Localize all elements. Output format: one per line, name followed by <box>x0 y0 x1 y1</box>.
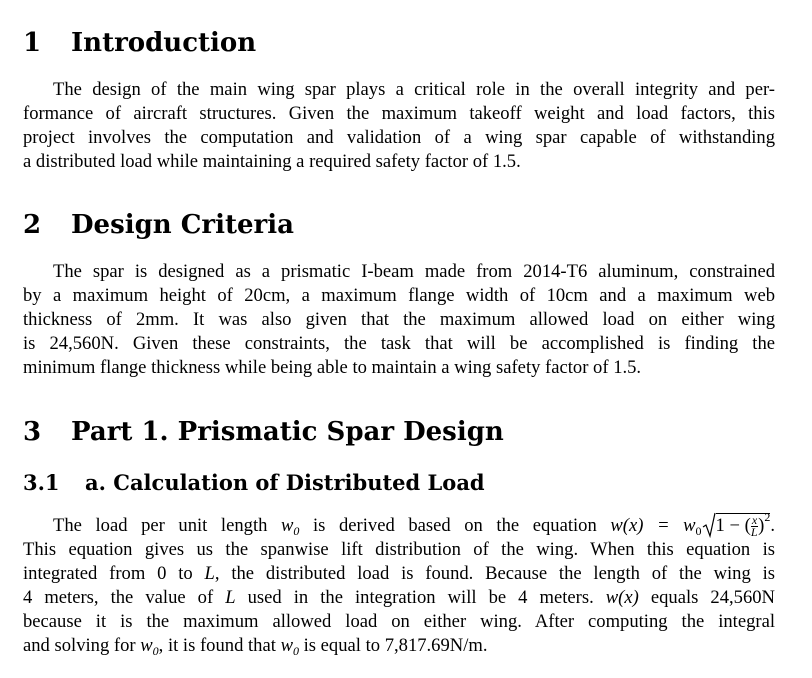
section-title: Introduction <box>71 28 257 58</box>
equation-subscript: 0 <box>695 524 702 538</box>
L-symbol: L <box>204 563 215 585</box>
section-2-heading <box>23 210 294 240</box>
text-run: The load per unit length <box>53 515 268 536</box>
paragraph-line: formance of aircraft structures. Given the maximum takeoff weight and load factors, this <box>23 103 775 124</box>
section-1-heading <box>23 28 256 58</box>
equation-lhs: w(x) = w <box>610 515 696 536</box>
text-run: and solving for <box>23 635 136 657</box>
paragraph-line: The design of the main wing spar plays a critical role in the overall integrity and per- <box>53 79 775 100</box>
paragraph-line: The spar is designed as a prismatic I-beam made from 2014-T6 aluminum, constrained <box>53 261 775 282</box>
equation-end: . <box>770 515 775 536</box>
section-number: 1 <box>23 28 42 58</box>
fraction: $\frac{x}{L}$ <box>750 513 758 540</box>
wx-symbol: w(x) <box>605 587 639 609</box>
paragraph-line: by a maximum height of 20cm, a maximum flange width of 10cm and a maximum web <box>23 285 775 306</box>
text-run: is derived based on the equation <box>313 515 597 536</box>
paragraph-line: a distributed load while maintaining a required safety factor of 1.5. <box>23 151 521 172</box>
paragraph-line <box>23 562 775 586</box>
sqrt-expression <box>702 512 771 538</box>
section-number: 3 <box>23 417 42 447</box>
L-symbol: L <box>225 587 236 609</box>
text-run: 4 meters, the value of <box>23 587 214 609</box>
subsection-3-1-paragraph <box>23 512 775 658</box>
paragraph-line: This equation gives us the spanwise lift distribution of the wing. When this equation is <box>23 539 775 561</box>
paragraph-line: thickness of 2mm. It was also given that the maximum allowed load on either wing <box>23 309 775 330</box>
paragraph-line: because it is the maximum allowed load on either wing. After computing the integral <box>23 611 775 633</box>
section-1-paragraph <box>23 78 775 174</box>
paragraph-line <box>23 634 775 658</box>
equation <box>610 510 775 540</box>
text-run: used in the integration will be 4 meters. <box>247 587 594 609</box>
section-title: Part 1. Prismatic Spar Design <box>71 417 504 447</box>
text-run: , the distributed load is found. Because the length of the wing is <box>214 563 775 585</box>
sqrt-radical-icon <box>702 512 716 538</box>
subsection-title: a. Calculation of Distributed Load <box>85 470 485 495</box>
paragraph-line-equation <box>23 512 775 538</box>
w0-symbol: $w_0$ <box>281 515 300 538</box>
text-run: , it is found that <box>158 635 276 657</box>
paragraph-line: is 24,560N. Given these constraints, the task that will be accomplished is finding the <box>23 333 775 354</box>
w0-symbol: $w_0$ <box>280 635 299 659</box>
text-run: integrated from 0 to <box>23 563 193 585</box>
subsection-3-1-heading <box>23 470 485 496</box>
section-number: 2 <box>23 210 42 240</box>
equation-part: ) <box>758 515 765 536</box>
paragraph-line: minimum flange thickness while being able to maintain a wing safety factor of 1.5. <box>23 357 642 378</box>
text-run: equals 24,560N <box>650 587 775 609</box>
section-3-heading <box>23 417 504 447</box>
w0-symbol: $w_0$ <box>140 635 159 659</box>
subsection-number: 3.1 <box>23 470 60 495</box>
text-run: is equal to 7,817.69N/m. <box>303 635 488 657</box>
equation-exponent: 2 <box>764 510 771 524</box>
section-2-paragraph <box>23 260 775 380</box>
equation-part: 1 − ( <box>715 515 751 536</box>
paragraph-line: project involves the computation and validation of a wing spar capable of withstanding <box>23 127 775 148</box>
section-title: Design Criteria <box>71 210 294 240</box>
paragraph-line <box>23 586 775 610</box>
